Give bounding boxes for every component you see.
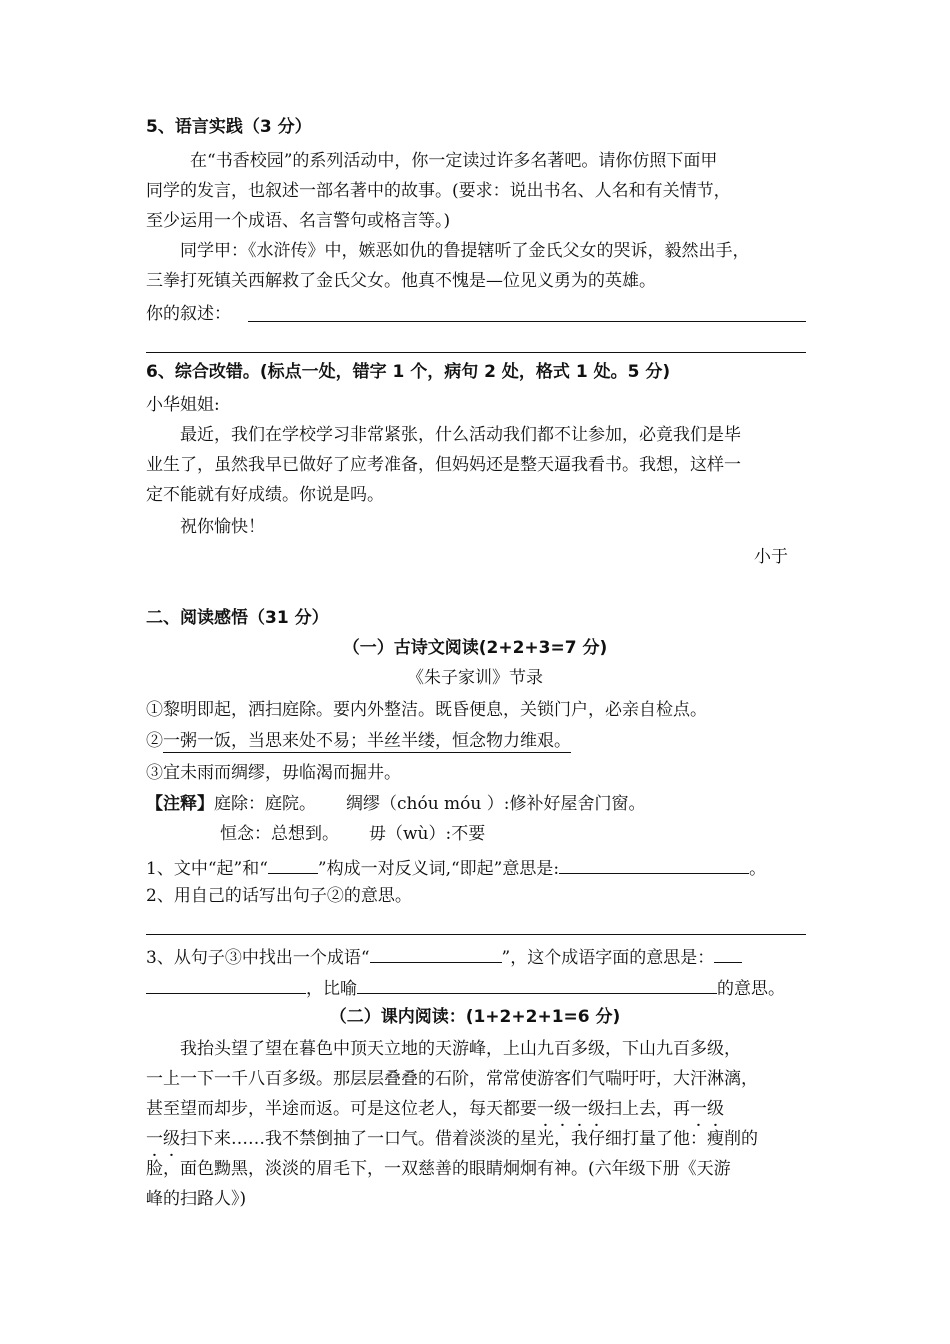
q6-title: 6、综合改错。(标点一处，错字 1 个，病句 2 处，格式 1 处。5 分) (146, 362, 671, 382)
poem-title: 《朱子家训》节录 (407, 668, 543, 688)
sub1-title: （一）古诗文阅读(2+2+3=7 分) (342, 638, 608, 658)
letter-body-line-2: 业生了，虽然我早已做好了应考准备，但妈妈还是整天逼我看书。我想，这样一 (146, 455, 741, 475)
literal-meaning-blank[interactable] (714, 944, 742, 963)
letter-salutation: 小华姐姐: (146, 395, 220, 415)
jiongjiong-youshen: 炯炯有神 (503, 1159, 571, 1179)
question-3-text-b: ”，这个成语字面的意思是： (501, 948, 715, 968)
passage-line-2: 一上一下一千八百多级。那层层叠叠的石阶，常常使游客们气喘吁吁，大汗淋漓， (146, 1069, 758, 1089)
q5-intro-line-3: 至少运用一个成语、名言警句或格言等。) (146, 211, 451, 231)
passage-line-4-a: 扫下来……我不禁倒抽了一口气。借着淡淡的星光，我仔细打量了他：瘦削的 (180, 1129, 758, 1149)
jiqi-meaning-blank[interactable] (559, 855, 749, 874)
passage-line-5-b: 。(六年级下册《天游 (571, 1159, 731, 1179)
note-hengnian: 恒念：总想到。 (220, 824, 339, 844)
q5-intro-line-2: 同学的发言，也叙述一部名著中的故事。(要求：说出书名、人名和有关情节， (146, 181, 731, 201)
part2-title: 二、阅读感悟（31 分） (146, 608, 329, 628)
poem-line-2-mark: ② (146, 731, 163, 751)
q5-title: 5、语言实践（3 分） (146, 117, 312, 137)
passage-line-5-a: 脸，面色黝黑，淡淡的眉毛下，一双慈善的眼睛 (146, 1159, 503, 1179)
question-2-answer-blank[interactable] (146, 934, 806, 935)
idiom-blank[interactable] (370, 944, 502, 963)
passage-line-1: 我抬头望了望在暮色中顶天立地的天游峰，上山九百多级，下山九百多级， (180, 1039, 741, 1059)
passage-line-3 (146, 1098, 724, 1120)
q5-intro-line-1: 在“书香校园”的系列活动中，你一定读过许多名著吧。请你仿照下面甲 (190, 151, 718, 171)
note-choumou: 绸缪（chóu móu ）:修补好屋舍门窗。 (346, 794, 646, 814)
metaphor-meaning-blank[interactable] (357, 975, 717, 994)
dotted-yijiyiji: 一级一级 (537, 1099, 605, 1119)
notes-line-1 (146, 793, 646, 815)
question-2: 2、用自己的话写出句子②的意思。 (146, 886, 412, 906)
poem-line-2 (146, 730, 571, 752)
antonym-blank[interactable] (268, 855, 318, 874)
question-3-text-c: ，比喻 (306, 979, 357, 999)
q5-answer-blank-1[interactable] (248, 321, 806, 322)
notes-line-2 (220, 823, 485, 845)
q5-example-line-1: 同学甲：《水浒传》中，嫉恶如仇的鲁提辖听了金氏父女的哭诉，毅然出手， (180, 241, 750, 261)
poem-line-3: ③宜未雨而绸缪，毋临渴而掘井。 (146, 763, 401, 783)
letter-body-line-3: 定不能就有好成绩。你说是吗。 (146, 485, 384, 505)
sub2-title: （二）课内阅读：(1+2+2+1=6 分) (329, 1007, 621, 1027)
dotted-yiji-1: 一级 (690, 1099, 724, 1119)
note-wu: 毋（wù）:不要 (369, 824, 486, 844)
literal-meaning-blank-cont[interactable] (146, 975, 306, 994)
passage-line-6: 峰的扫路人》) (146, 1189, 247, 1209)
passage-line-4 (146, 1128, 758, 1150)
poem-line-2-text: 一粥一饭，当思来处不易；半丝半缕，恒念物力维艰。 (163, 731, 571, 751)
passage-line-5 (146, 1158, 731, 1180)
q5-example-line-2: 三拳打死镇关西解救了金氏父女。他真不愧是—位见义勇为的英雄。 (146, 271, 656, 291)
question-1-end: 。 (749, 859, 767, 879)
notes-label: 【注释】 (146, 794, 214, 814)
question-3-line-2 (146, 975, 785, 1000)
question-3-text-a: 3、从句子③中找出一个成语“ (146, 948, 370, 968)
question-1-text-b: ”构成一对反义词,“即起”意思是: (317, 859, 560, 879)
poem-line-1: ①黎明即起，洒扫庭除。要内外整洁。既昏便息，关锁门户，必亲自检点。 (146, 700, 707, 720)
question-1 (146, 855, 766, 880)
letter-body-line-1: 最近，我们在学校学习非常紧张，什么活动我们都不让参加，必竟我们是毕 (180, 425, 741, 445)
question-3-line-1 (146, 944, 742, 969)
question-1-text-a: 1、文中“起”和“ (146, 859, 268, 879)
passage-line-3-a: 甚至望而却步，半途而返。可是这位老人，每天都要 (146, 1099, 537, 1119)
passage-line-3-b: 扫上去，再 (605, 1099, 690, 1119)
note-tingchu: 庭除：庭院。 (214, 794, 316, 814)
q5-answer-blank-2[interactable] (146, 352, 806, 353)
letter-signature: 小于 (754, 547, 788, 567)
dotted-yiji-2: 一级 (146, 1129, 180, 1149)
letter-closing: 祝你愉快！ (180, 517, 265, 537)
question-3-text-d: 的意思。 (717, 979, 785, 999)
q5-answer-label: 你的叙述： (146, 304, 231, 324)
